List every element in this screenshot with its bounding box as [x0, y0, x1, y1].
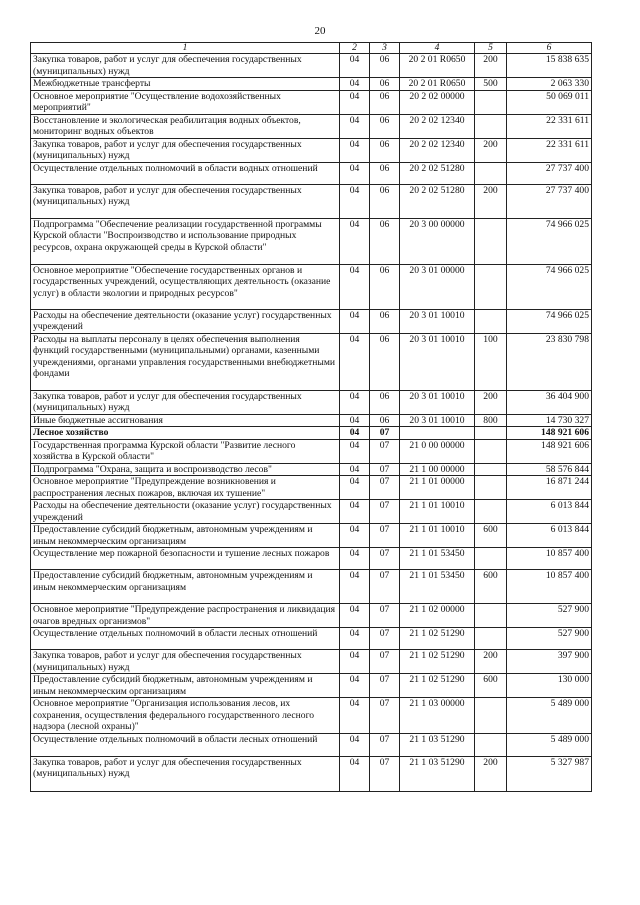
row-subsection: 07: [370, 733, 400, 756]
row-target-article: 20 2 02 12340: [400, 114, 475, 138]
row-section: 04: [340, 218, 370, 264]
row-section: 04: [340, 463, 370, 476]
row-target-article: 21 1 03 51290: [400, 756, 475, 791]
table-row: [31, 570, 592, 604]
table-row: [31, 162, 592, 184]
row-subsection: 06: [370, 78, 400, 91]
page-number: 20: [314, 25, 326, 37]
row-section: 04: [340, 628, 370, 650]
row-target-article: 21 1 02 51290: [400, 628, 475, 650]
row-name: Предоставление субсидий бюджетным, автономным учреждениям и иным некоммерческим организациям: [31, 524, 340, 548]
row-subsection: 06: [370, 218, 400, 264]
table-row: [31, 463, 592, 476]
row-subsection: 06: [370, 390, 400, 414]
row-section: 04: [340, 390, 370, 414]
table-row: [31, 698, 592, 734]
row-section: 04: [340, 309, 370, 333]
row-subsection: 07: [370, 674, 400, 698]
row-target-article: 21 1 03 00000: [400, 698, 475, 734]
row-target-article: 21 1 01 10010: [400, 524, 475, 548]
row-target-article: 20 2 01 R0650: [400, 54, 475, 78]
row-expense-type: [475, 548, 507, 570]
row-amount: 6 013 844: [507, 524, 592, 548]
header-row: [31, 43, 592, 54]
row-subsection: 07: [370, 500, 400, 524]
row-name: Расходы на обеспечение деятельности (оказание услуг) государственных учреждений: [31, 309, 340, 333]
row-target-article: 20 3 00 00000: [400, 218, 475, 264]
row-amount: 5 489 000: [507, 733, 592, 756]
row-amount: 74 966 025: [507, 309, 592, 333]
row-subsection: 07: [370, 756, 400, 791]
row-section: 04: [340, 427, 370, 440]
row-section: 04: [340, 184, 370, 218]
row-target-article: 21 1 01 00000: [400, 476, 475, 500]
row-section: 04: [340, 698, 370, 734]
row-subsection: 06: [370, 90, 400, 114]
row-target-article: 21 1 02 00000: [400, 604, 475, 628]
row-name: Осуществление отдельных полномочий в области водных отношений: [31, 162, 340, 184]
row-subsection: 06: [370, 309, 400, 333]
row-expense-type: 200: [475, 138, 507, 162]
table-row: [31, 500, 592, 524]
row-subsection: 07: [370, 439, 400, 463]
row-expense-type: 100: [475, 333, 507, 390]
row-section: 04: [340, 162, 370, 184]
row-expense-type: [475, 309, 507, 333]
row-name: Осуществление отдельных полномочий в области лесных отношений: [31, 628, 340, 650]
row-section: 04: [340, 548, 370, 570]
row-name: Межбюджетные трансферты: [31, 78, 340, 91]
row-expense-type: 500: [475, 78, 507, 91]
row-subsection: 07: [370, 524, 400, 548]
row-amount: 23 830 798: [507, 333, 592, 390]
header-subsection: 3: [370, 43, 400, 54]
table-row: [31, 333, 592, 390]
row-subsection: 06: [370, 184, 400, 218]
table-row: [31, 264, 592, 309]
row-name: Подпрограмма "Обеспечение реализации государственной программы Курской области "Воспроизводство и использование природных ресурсов, охрана окружающей среды в Курской области": [31, 218, 340, 264]
row-name: Расходы на обеспечение деятельности (оказание услуг) государственных учреждений: [31, 500, 340, 524]
row-target-article: 20 2 02 00000: [400, 90, 475, 114]
row-amount: 5 327 987: [507, 756, 592, 791]
header-amount: 6: [507, 43, 592, 54]
row-amount: 2 063 330: [507, 78, 592, 91]
table-row: [31, 54, 592, 78]
row-target-article: 20 2 01 R0650: [400, 78, 475, 91]
table-row: [31, 548, 592, 570]
row-subsection: 06: [370, 54, 400, 78]
row-section: 04: [340, 524, 370, 548]
row-section: 04: [340, 650, 370, 674]
row-target-article: 20 3 01 10010: [400, 414, 475, 427]
table-row: [31, 114, 592, 138]
table-row: [31, 90, 592, 114]
row-expense-type: 200: [475, 184, 507, 218]
row-name: Основное мероприятие "Предупреждение возникновения и распространения лесных пожаров, включая их тушение": [31, 476, 340, 500]
row-target-article: 21 1 00 00000: [400, 463, 475, 476]
row-amount: 22 331 611: [507, 114, 592, 138]
row-section: 04: [340, 570, 370, 604]
row-expense-type: 200: [475, 390, 507, 414]
header-target-article: 4: [400, 43, 475, 54]
row-target-article: 21 1 01 10010: [400, 500, 475, 524]
table-row: [31, 184, 592, 218]
row-target-article: 20 3 01 00000: [400, 264, 475, 309]
table-row: [31, 604, 592, 628]
table-row: [31, 414, 592, 427]
row-expense-type: [475, 733, 507, 756]
table-row: [31, 138, 592, 162]
row-expense-type: [475, 439, 507, 463]
table-row: [31, 524, 592, 548]
row-target-article: 20 3 01 10010: [400, 309, 475, 333]
row-name: Закупка товаров, работ и услуг для обеспечения государственных (муниципальных) нужд: [31, 756, 340, 791]
row-subsection: 06: [370, 264, 400, 309]
row-section: 04: [340, 733, 370, 756]
row-name: Подпрограмма "Охрана, защита и воспроизводство лесов": [31, 463, 340, 476]
row-name: Закупка товаров, работ и услуг для обеспечения государственных (муниципальных) нужд: [31, 138, 340, 162]
row-section: 04: [340, 90, 370, 114]
row-section: 04: [340, 500, 370, 524]
row-subsection: 06: [370, 162, 400, 184]
row-amount: 6 013 844: [507, 500, 592, 524]
row-expense-type: 800: [475, 414, 507, 427]
row-name: Расходы на выплаты персоналу в целях обеспечения выполнения функций государственными (муниципальными) органами, казенными учреждениями, органами управления государственными внебюджетными фондами: [31, 333, 340, 390]
row-expense-type: [475, 463, 507, 476]
table-row: [31, 650, 592, 674]
row-amount: 27 737 400: [507, 162, 592, 184]
row-target-article: [400, 427, 475, 440]
row-amount: 58 576 844: [507, 463, 592, 476]
row-subsection: 07: [370, 698, 400, 734]
table-row: [31, 733, 592, 756]
table-row: [31, 78, 592, 91]
row-subsection: 07: [370, 604, 400, 628]
row-name: Осуществление отдельных полномочий в области лесных отношений: [31, 733, 340, 756]
row-subsection: 07: [370, 628, 400, 650]
row-subsection: 06: [370, 114, 400, 138]
row-amount: 527 900: [507, 604, 592, 628]
row-section: 04: [340, 78, 370, 91]
row-subsection: 07: [370, 548, 400, 570]
row-amount: 397 900: [507, 650, 592, 674]
row-amount: 22 331 611: [507, 138, 592, 162]
row-amount: 50 069 011: [507, 90, 592, 114]
row-amount: 15 838 635: [507, 54, 592, 78]
row-target-article: 21 1 03 51290: [400, 733, 475, 756]
row-amount: 130 000: [507, 674, 592, 698]
row-name: Закупка товаров, работ и услуг для обеспечения государственных (муниципальных) нужд: [31, 184, 340, 218]
row-amount: 74 966 025: [507, 264, 592, 309]
row-target-article: 21 1 02 51290: [400, 650, 475, 674]
row-subsection: 07: [370, 427, 400, 440]
budget-table: [30, 42, 592, 792]
row-expense-type: 600: [475, 674, 507, 698]
row-section: 04: [340, 604, 370, 628]
row-expense-type: 600: [475, 570, 507, 604]
table-row: [31, 674, 592, 698]
row-target-article: 20 2 02 51280: [400, 162, 475, 184]
row-target-article: 21 0 00 00000: [400, 439, 475, 463]
row-name: Основное мероприятие "Обеспечение государственных органов и государственных учреждений, осуществляющих деятельность (оказание услуг) в области экологии и природных ресурсов": [31, 264, 340, 309]
row-name: Основное мероприятие "Организация использования лесов, их сохранения, осуществления федерального государственного лесного надзора (лесной охраны)": [31, 698, 340, 734]
row-expense-type: [475, 162, 507, 184]
row-expense-type: [475, 500, 507, 524]
row-section: 04: [340, 333, 370, 390]
row-amount: 10 857 400: [507, 570, 592, 604]
row-subsection: 07: [370, 650, 400, 674]
row-section: 04: [340, 414, 370, 427]
row-section: 04: [340, 439, 370, 463]
row-name: Закупка товаров, работ и услуг для обеспечения государственных (муниципальных) нужд: [31, 390, 340, 414]
row-section: 04: [340, 138, 370, 162]
row-name: Осуществление мер пожарной безопасности и тушение лесных пожаров: [31, 548, 340, 570]
row-name: Предоставление субсидий бюджетным, автономным учреждениям и иным некоммерческим организациям: [31, 674, 340, 698]
row-target-article: 21 1 01 53450: [400, 570, 475, 604]
row-target-article: 21 1 02 51290: [400, 674, 475, 698]
row-amount: 74 966 025: [507, 218, 592, 264]
row-amount: 27 737 400: [507, 184, 592, 218]
row-target-article: 21 1 01 53450: [400, 548, 475, 570]
table-row: [31, 628, 592, 650]
row-name: Основное мероприятие "Предупреждение распространения и ликвидация очагов вредных организмов": [31, 604, 340, 628]
row-amount: 148 921 606: [507, 427, 592, 440]
row-target-article: 20 3 01 10010: [400, 333, 475, 390]
row-expense-type: [475, 628, 507, 650]
row-name: Иные бюджетные ассигнования: [31, 414, 340, 427]
row-amount: 36 404 900: [507, 390, 592, 414]
table-row: [31, 218, 592, 264]
row-section: 04: [340, 264, 370, 309]
row-section: 04: [340, 114, 370, 138]
row-subsection: 06: [370, 138, 400, 162]
row-expense-type: [475, 476, 507, 500]
row-name: Восстановление и экологическая реабилитация водных объектов, мониторинг водных объектов: [31, 114, 340, 138]
row-name: Закупка товаров, работ и услуг для обеспечения государственных (муниципальных) нужд: [31, 650, 340, 674]
row-section: 04: [340, 674, 370, 698]
row-target-article: 20 2 02 12340: [400, 138, 475, 162]
row-expense-type: [475, 264, 507, 309]
row-expense-type: [475, 218, 507, 264]
row-expense-type: 200: [475, 650, 507, 674]
row-expense-type: [475, 90, 507, 114]
row-amount: 527 900: [507, 628, 592, 650]
row-expense-type: [475, 604, 507, 628]
row-amount: 148 921 606: [507, 439, 592, 463]
row-amount: 5 489 000: [507, 698, 592, 734]
row-section: 04: [340, 54, 370, 78]
row-amount: 16 871 244: [507, 476, 592, 500]
row-name: Закупка товаров, работ и услуг для обеспечения государственных (муниципальных) нужд: [31, 54, 340, 78]
row-target-article: 20 2 02 51280: [400, 184, 475, 218]
row-expense-type: [475, 114, 507, 138]
row-section: 04: [340, 476, 370, 500]
table-body: [31, 54, 592, 792]
row-expense-type: [475, 427, 507, 440]
row-name: Основное мероприятие "Осуществление водохозяйственных мероприятий": [31, 90, 340, 114]
table-row: [31, 439, 592, 463]
table-row: [31, 756, 592, 791]
row-subsection: 07: [370, 463, 400, 476]
row-subsection: 07: [370, 570, 400, 604]
row-name: Предоставление субсидий бюджетным, автономным учреждениям и иным некоммерческим организациям: [31, 570, 340, 604]
row-expense-type: 600: [475, 524, 507, 548]
table-row: [31, 476, 592, 500]
row-amount: 10 857 400: [507, 548, 592, 570]
row-expense-type: 200: [475, 54, 507, 78]
table-row: [31, 309, 592, 333]
table-row: [31, 427, 592, 440]
row-name: Государственная программа Курской области "Развитие лесного хозяйства в Курской области": [31, 439, 340, 463]
row-subsection: 06: [370, 333, 400, 390]
row-section: 04: [340, 756, 370, 791]
table-row: [31, 390, 592, 414]
row-target-article: 20 3 01 10010: [400, 390, 475, 414]
row-expense-type: [475, 698, 507, 734]
row-expense-type: 200: [475, 756, 507, 791]
row-subsection: 06: [370, 414, 400, 427]
header-section: 2: [340, 43, 370, 54]
header-expense-type: 5: [475, 43, 507, 54]
row-amount: 14 730 327: [507, 414, 592, 427]
row-subsection: 07: [370, 476, 400, 500]
row-name: Лесное хозяйство: [31, 427, 340, 440]
header-name: 1: [31, 43, 340, 54]
